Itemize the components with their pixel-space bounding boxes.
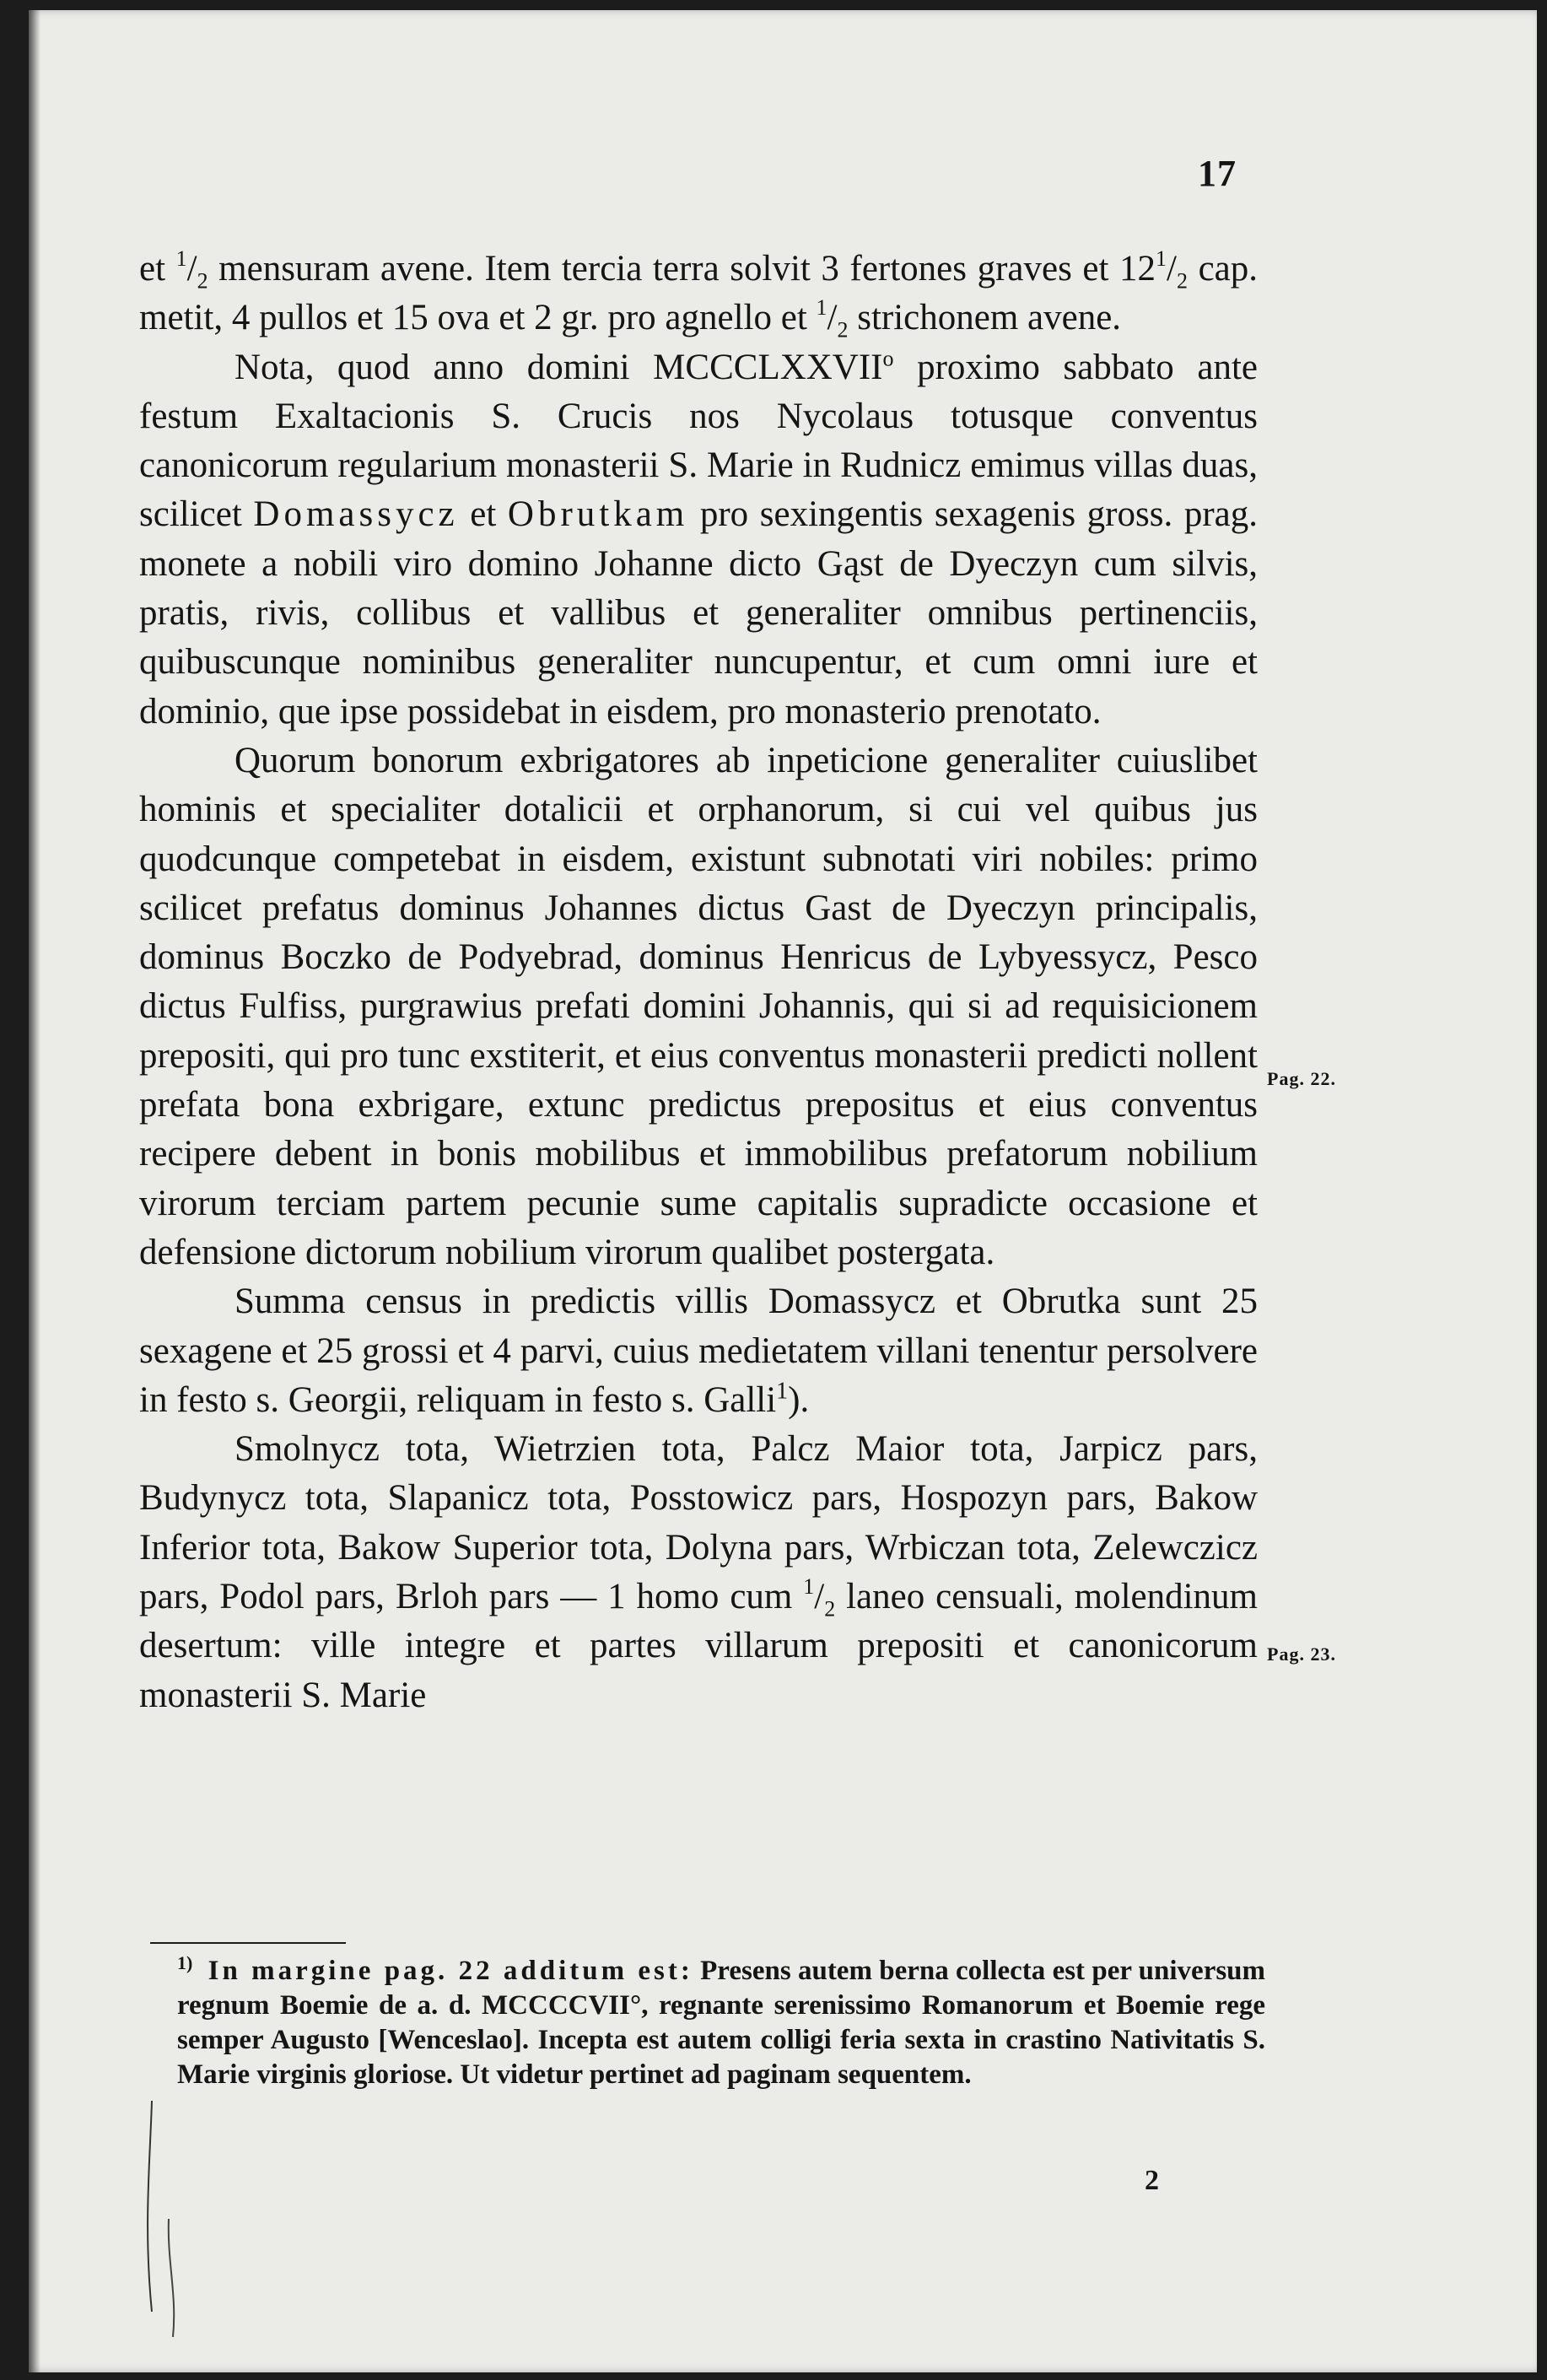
superscript: o — [882, 346, 894, 371]
main-text — [139, 245, 1258, 1720]
fraction: $^1/_2$ — [175, 246, 208, 294]
page-number: 17 — [1198, 153, 1237, 194]
fraction: $^1/_2$ — [1156, 246, 1188, 294]
paragraph-3: Quorum bonorum exbrigatores ab inpeticione generaliter cuiuslibet hominis et specialiter dotalicii et orphanorum, si cui vel quibus jus quodcunque competebat in eisdem, existunt subnotati viri nobiles: primo scilicet prefatus dominus Johannes dictus Gast de Dyeczyn principalis, dominus Boczko de Podyebrad, dominus Henricus de Lybyessycz, Pesco dictus Fulfiss, purgrawius prefati domini Johannis, qui si ad requisicionem prepositi, qui pro tunc exstiterit, et eius conventus monasterii predicti nollent prefata bona exbrigare, extunc predictus prepositus et eius conventus recipere debent in bonis mobilibus et immobilibus prefatorum nobilium virorum terciam partem pecunie sume capitalis supradicte occasione et defensione dictorum nobilium virorum qualibet postergata. — [139, 740, 1258, 1272]
footnote-text: Presens autem berna collecta est per universum regnum Boemie de a. d. MCCCCVII°, regnante serenissimo Romanorum et Boemie rege semper Augusto [Wenceslao]. Incepta est autem colligi feria sexta in crastino Nativitatis S. Marie virginis gloriose. Ut videtur pertinet ad paginam sequentem. — [177, 1956, 1266, 2090]
paragraph-2: Nota, quod anno domini MCCCLXXVII$^o$ proximo sabbato ante festum Exaltacionis S. Crucis nos Nycolaus totusque conventus canonicorum regularium monasterii S. Marie in Rudnicz emimus villas duas, scilicet Domassycz et Obrutkam pro sexingentis sexagenis gross. prag. monete a nobili viro domino Johanne dicto Gąst de Dyeczyn cum silvis, pratis, rivis, collibus et vallibus et generaliter omnibus pertinenciis, quibuscunque nominibus generaliter nuncupentur, et cum omni iure et dominio, que ipse possidebat in eisdem, pro monasterio prenotato. — [139, 346, 1258, 731]
footnote — [177, 1954, 1265, 2092]
scan-artifact-lines — [127, 2092, 228, 2345]
footnote-marker: 1) — [177, 1952, 193, 1973]
footnote-intro: In margine pag. 22 additum est: — [208, 1956, 693, 1986]
margin-note-pag-22: Pag. 22. — [1267, 1068, 1336, 1089]
footnote-reference: 1 — [776, 1378, 789, 1405]
paragraph-5: Smolnycz tota, Wietrzien tota, Palcz Maior tota, Jarpicz pars, Budynycz tota, Slapanicz tota, Posstowicz pars, Hospozyn pars, Bakow Inferior tota, Bakow Superior tota, Dolyna pars, Wrbiczan tota, Zelewczicz pars, Podol pars, Brloh pars — 1 homo cum $^1/_2$ laneo censuali, molendinum desertum: ville integre et partes villarum prepositi et canonicorum monasterii S. Marie — [139, 1429, 1259, 1715]
paragraph-1: et $^1/_2$ mensuram avene. Item tercia terra solvit 3 fertones graves et $12^1/_2$ cap. metit, 4 pullos et 15 ova et 2 gr. pro agnello et $^1/_2$ strichonem avene. — [139, 246, 1258, 343]
paragraph-4: Summa census in predictis villis Domassycz et Obrutka sunt 25 sexagene et 25 grossi et 4 parvi, cuius medietatem villani tenentur persolvere in festo s. Georgii, reliquam in festo s. Galli$^1$). — [139, 1282, 1258, 1420]
fraction: $^1/_2$ — [816, 294, 849, 343]
spaced-name: Obrutkam — [507, 494, 689, 535]
margin-note-pag-23: Pag. 23. — [1267, 1643, 1336, 1665]
spaced-name: Domassycz — [253, 494, 459, 535]
footnote-separator — [150, 1942, 346, 1944]
page-edge-shadow — [29, 10, 40, 2372]
fraction: $^1/_2$ — [803, 1573, 836, 1622]
signature-mark: 2 — [1145, 2165, 1159, 2196]
